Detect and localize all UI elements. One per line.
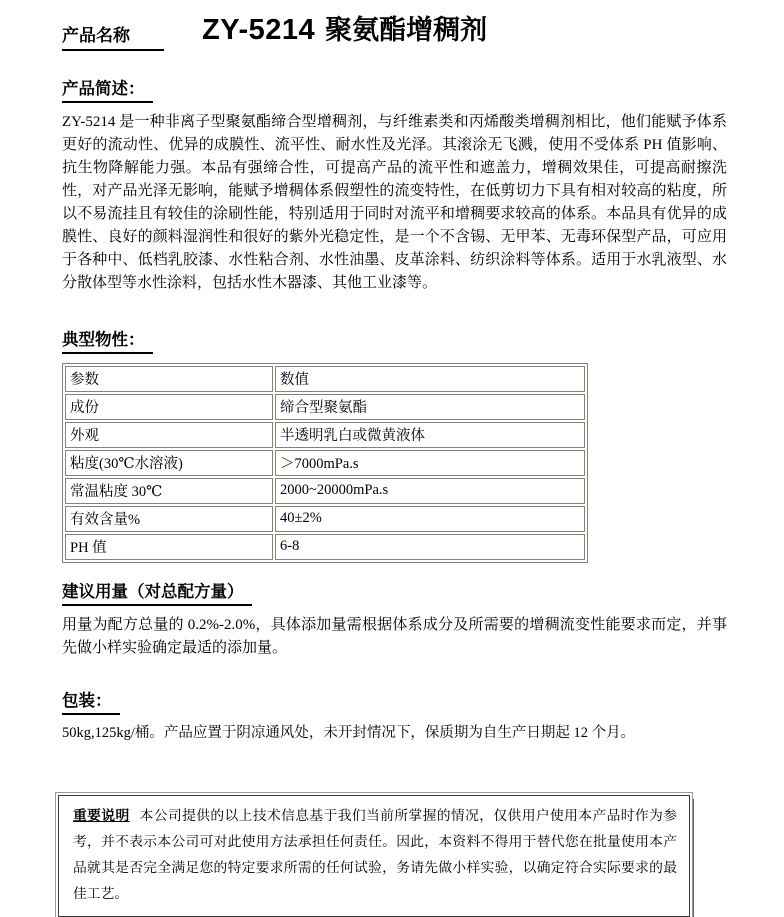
table-cell-value: 40±2% (275, 506, 585, 532)
table-cell-value: 2000~20000mPa.s (275, 478, 585, 504)
dosage-paragraph: 用量为配方总量的 0.2%-2.0%，具体添加量需根据体系成分及所需要的增稠流变性能要求而定，并事先做小样实验确定最适的添加量。 (62, 617, 727, 656)
table-row (65, 506, 585, 532)
dosage-heading: 建议用量（对总配方量） (62, 578, 252, 606)
section-brief (62, 75, 727, 295)
packaging-heading: 包装： (62, 687, 120, 715)
table-cell-value: ＞7000mPa.s (275, 450, 585, 476)
table-cell-value: 缔合型聚氨酯 (275, 394, 585, 420)
product-name-cn: 聚氨酯增稠剂 (325, 15, 488, 45)
table-cell-parameter: 粘度(30℃水溶液) (65, 450, 273, 476)
table-header-row (65, 366, 585, 392)
table-row (65, 450, 585, 476)
brief-paragraph: ZY-5214 是一种非离子型聚氨酯缔合型增稠剂，与纤维素类和丙烯酸类增稠剂相比，他们能赋予体系更好的流动性、优异的成膜性、流平性、耐水性及光泽。其滚涂无飞溅，使用不受体系 PH 值影响、抗生物降解能力强。本品有强缔合性，可提高产品的流平性和遮盖力，增稠效果佳，可提高耐擦洗性，对产品光泽无影响，能赋予增稠体系假塑性的流变特性，在低剪切力下具有相对较高的粘度，所以不易流挂且有较佳的涂刷性能，特别适用于同时对流平和增稠要求较高的体系。本品具有优异的成膜性、良好的颜料湿润性和很好的紫外光稳定性，是一个不含锡、无甲苯、无毒环保型产品，可应用于各种中、低档乳胶漆、水性粘合剂、水性油墨、皮革涂料、纺织涂料等体系。适用于水乳液型、水分散体型等水性涂料，包括水性木器漆、其他工业漆等。 (62, 114, 727, 291)
page-title (202, 14, 487, 51)
notice-text: 本公司提供的以上技术信息基于我们当前所掌握的情况，仅供用户使用本产品时作为参考，并不表示本公司可对此使用方法承担任何责任。因此，本资料不得用于替代您在批量使用本产品就其是否完全满足您的特定要求所需的任何试验，务请先做小样实验，以确定符合实际要求的最佳工艺。 (73, 808, 678, 901)
section-dosage (62, 578, 727, 660)
table-cell-parameter: 有效含量% (65, 506, 273, 532)
table-header-parameter: 参数 (65, 366, 273, 392)
table-cell-value: 6-8 (275, 534, 585, 560)
table-row (65, 478, 585, 504)
brief-heading: 产品简述： (62, 75, 153, 103)
product-code: ZY-5214 (202, 14, 316, 46)
notice-label: 重要说明 (73, 808, 130, 823)
table-row (65, 394, 585, 420)
table-cell-parameter: PH 值 (65, 534, 273, 560)
table-cell-parameter: 外观 (65, 422, 273, 448)
table-header-value: 数值 (275, 366, 585, 392)
title-row (62, 14, 727, 51)
table-row (65, 422, 585, 448)
table-cell-parameter: 成份 (65, 394, 273, 420)
table-cell-value: 半透明乳白或微黄液体 (275, 422, 585, 448)
properties-table (62, 363, 588, 563)
table-cell-parameter: 常温粘度 30℃ (65, 478, 273, 504)
section-packaging (62, 687, 727, 745)
table-row (65, 534, 585, 560)
properties-heading: 典型物性： (62, 326, 153, 354)
packaging-paragraph: 50kg,125kg/桶。产品应置于阴凉通风处，未开封情况下，保质期为自生产日期起 12 个月。 (62, 725, 636, 741)
important-notice-box (58, 795, 690, 917)
product-name-label: 产品名称 (62, 19, 164, 51)
section-properties (62, 326, 727, 563)
